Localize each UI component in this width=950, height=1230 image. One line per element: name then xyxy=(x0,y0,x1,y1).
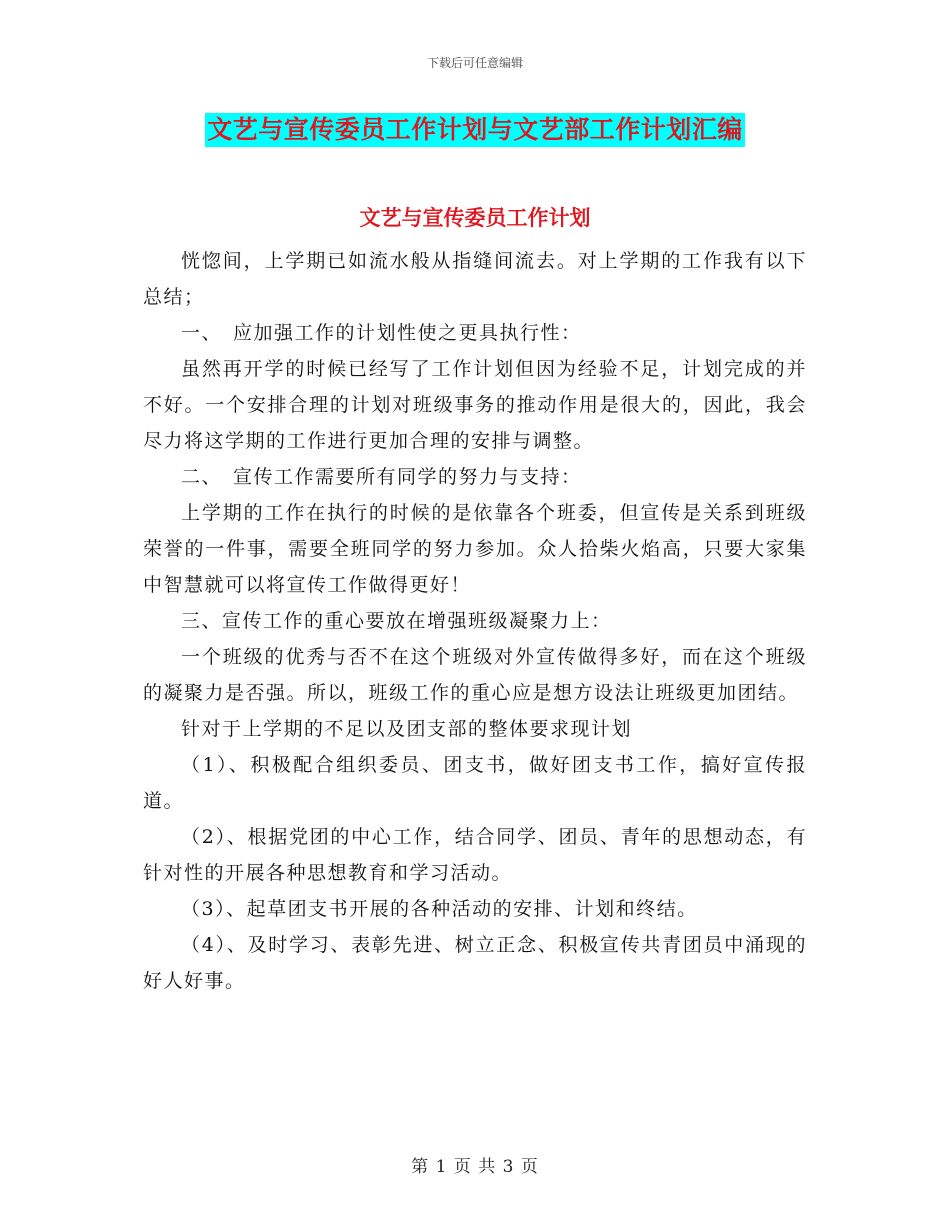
paragraph: 恍惚间，上学期已如流水般从指缝间流去。对上学期的工作我有以下总结； xyxy=(143,250,807,308)
section-heading: 一、 应加强工作的计划性使之更具执行性： xyxy=(181,322,582,344)
paragraph: 上学期的工作在执行的时候的是依靠各个班委，但宣传是关系到班级荣誉的一件事，需要全班同学的努力参加。众人拾柴火焰高，只要大家集中智慧就可以将宣传工作做得更好！ xyxy=(143,502,807,596)
section-title: 文艺与宣传委员工作计划 xyxy=(359,206,591,230)
section-heading: 二、 宣传工作需要所有同学的努力与支持： xyxy=(181,466,582,488)
paragraph: 虽然再开学的时候已经写了工作计划但因为经验不足，计划完成的并不好。一个安排合理的计划对班级事务的推动作用是很大的，因此，我会尽力将这学期的工作进行更加合理的安排与调整。 xyxy=(143,358,807,452)
main-title: 文艺与宣传委员工作计划与文艺部工作计划汇编 xyxy=(205,113,745,147)
main-title-container xyxy=(0,113,950,147)
header-note: 下载后可任意编辑 xyxy=(426,56,523,70)
list-item: （3）、起草团支书开展的各种活动的安排、计划和终结。 xyxy=(181,898,698,920)
list-item: （4）、及时学习、表彰先进、树立正念、积极宣传共青团员中涌现的好人好事。 xyxy=(143,934,807,992)
list-item: （2）、根据党团的中心工作，结合同学、团员、青年的思想动态，有针对性的开展各种思想教育和学习活动。 xyxy=(143,826,807,884)
page-number-footer: 第 1 页 共 3 页 xyxy=(411,1157,539,1177)
list-item: （1）、积极配合组织委员、团支书，做好团支书工作，搞好宣传报道。 xyxy=(143,754,807,812)
paragraph: 针对于上学期的不足以及团支部的整体要求现计划 xyxy=(181,718,633,740)
paragraph: 一个班级的优秀与否不在这个班级对外宣传做得多好，而在这个班级的凝聚力是否强。所以，班级工作的重心应是想方设法让班级更加团结。 xyxy=(143,646,807,704)
section-heading: 三、宣传工作的重心要放在增强班级凝聚力上： xyxy=(181,610,612,632)
document-body xyxy=(143,243,807,999)
